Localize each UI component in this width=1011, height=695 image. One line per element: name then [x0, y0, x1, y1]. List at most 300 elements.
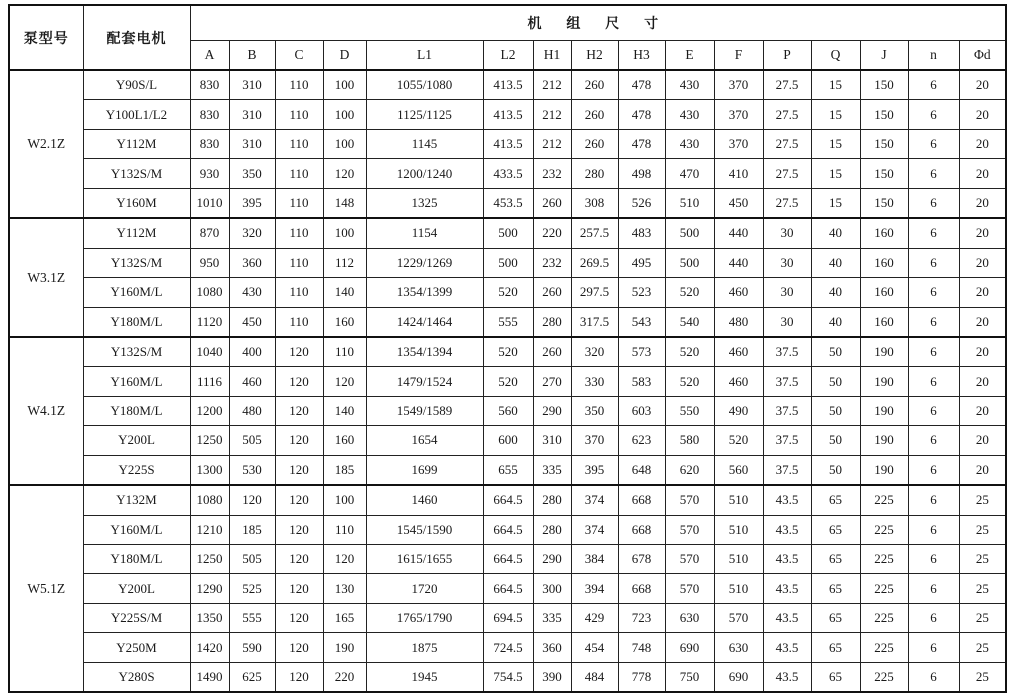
column-header: Φd	[959, 41, 1006, 71]
dimension-cell: 6	[908, 159, 959, 188]
dimension-cell: 50	[811, 337, 860, 367]
dimension-table-container	[8, 4, 1005, 690]
dimension-cell: 160	[323, 307, 366, 337]
dimension-cell: 37.5	[763, 337, 811, 367]
dimension-cell: 110	[275, 248, 323, 277]
dimension-cell: 27.5	[763, 100, 811, 129]
dimension-cell: 394	[571, 574, 618, 603]
table-row	[9, 218, 1006, 248]
dimension-cell: 330	[571, 367, 618, 396]
dimension-cell: 190	[860, 367, 908, 396]
dimension-cell: 484	[571, 662, 618, 692]
dimension-cell: 1250	[190, 426, 229, 455]
dimension-cell: 6	[908, 218, 959, 248]
dimension-cell: 30	[763, 307, 811, 337]
dimension-cell: 543	[618, 307, 665, 337]
dimension-cell: 190	[860, 337, 908, 367]
dimension-cell: 150	[860, 100, 908, 129]
dimension-cell: 523	[618, 278, 665, 307]
dimension-cell: 510	[714, 545, 763, 574]
dimension-cell: 413.5	[483, 129, 533, 158]
dimension-cell: 43.5	[763, 485, 811, 515]
dimension-cell: 110	[275, 70, 323, 100]
dimension-cell: 30	[763, 248, 811, 277]
dimension-cell: 478	[618, 129, 665, 158]
table-body	[9, 70, 1006, 692]
dimension-cell: 430	[229, 278, 275, 307]
dimension-cell: 65	[811, 515, 860, 544]
dimension-cell: 505	[229, 426, 275, 455]
dimension-cell: 390	[533, 662, 571, 692]
dimension-cell: 500	[665, 248, 714, 277]
dimension-cell: 480	[714, 307, 763, 337]
dimension-cell: 1250	[190, 545, 229, 574]
dimension-cell: 20	[959, 248, 1006, 277]
dimension-cell: 220	[533, 218, 571, 248]
dimension-cell: 40	[811, 307, 860, 337]
dimension-cell: 1300	[190, 455, 229, 485]
pump-model-header: 泵型号	[9, 5, 83, 70]
dimension-cell: 40	[811, 248, 860, 277]
dimension-cell: 15	[811, 159, 860, 188]
dimension-cell: 510	[714, 515, 763, 544]
dimension-cell: 1154	[366, 218, 483, 248]
dimension-cell: 495	[618, 248, 665, 277]
dimension-cell: 212	[533, 100, 571, 129]
dimension-cell: 20	[959, 129, 1006, 158]
dimension-cell: 280	[533, 485, 571, 515]
dimension-cell: 6	[908, 545, 959, 574]
dimension-cell: 110	[275, 159, 323, 188]
table-row	[9, 633, 1006, 662]
dimension-cell: 297.5	[571, 278, 618, 307]
dimension-cell: 648	[618, 455, 665, 485]
dimension-cell: 664.5	[483, 545, 533, 574]
dimension-cell: 20	[959, 218, 1006, 248]
dimension-cell: 25	[959, 515, 1006, 544]
dimension-cell: 148	[323, 188, 366, 218]
motor-cell: Y225S/M	[83, 603, 190, 632]
table-row	[9, 455, 1006, 485]
dimension-cell: 225	[860, 485, 908, 515]
table-row	[9, 188, 1006, 218]
column-header: E	[665, 41, 714, 71]
pump-model-cell: W4.1Z	[9, 337, 83, 485]
dimension-cell: 754.5	[483, 662, 533, 692]
dimension-cell: 510	[714, 574, 763, 603]
dimension-cell: 930	[190, 159, 229, 188]
motor-cell: Y132S/M	[83, 248, 190, 277]
dimension-cell: 1354/1394	[366, 337, 483, 367]
table-row	[9, 248, 1006, 277]
dimension-cell: 350	[229, 159, 275, 188]
table-row	[9, 396, 1006, 425]
dimension-cell: 232	[533, 159, 571, 188]
dimension-cell: 500	[483, 248, 533, 277]
dimension-cell: 212	[533, 129, 571, 158]
dimension-cell: 460	[714, 278, 763, 307]
table-row	[9, 307, 1006, 337]
dimension-cell: 520	[483, 367, 533, 396]
dimension-cell: 620	[665, 455, 714, 485]
dimension-cell: 6	[908, 307, 959, 337]
dimension-cell: 623	[618, 426, 665, 455]
dimension-cell: 20	[959, 426, 1006, 455]
dimension-cell: 400	[229, 337, 275, 367]
dimension-cell: 500	[483, 218, 533, 248]
dimension-cell: 430	[665, 70, 714, 100]
dimension-cell: 1460	[366, 485, 483, 515]
dimension-cell: 30	[763, 278, 811, 307]
column-header: A	[190, 41, 229, 71]
dimension-cell: 1549/1589	[366, 396, 483, 425]
dimension-cell: 1699	[366, 455, 483, 485]
table-row	[9, 574, 1006, 603]
dimension-cell: 560	[714, 455, 763, 485]
dimension-cell: 140	[323, 278, 366, 307]
dimension-cell: 1490	[190, 662, 229, 692]
dimension-cell: 520	[483, 337, 533, 367]
dimension-cell: 120	[275, 662, 323, 692]
dimension-cell: 1200	[190, 396, 229, 425]
dimension-cell: 370	[714, 129, 763, 158]
dimension-cell: 526	[618, 188, 665, 218]
column-header: D	[323, 41, 366, 71]
dimension-cell: 280	[571, 159, 618, 188]
dimension-cell: 310	[229, 100, 275, 129]
dimension-cell: 43.5	[763, 545, 811, 574]
dimension-cell: 43.5	[763, 662, 811, 692]
dimension-cell: 160	[860, 248, 908, 277]
dimension-cell: 160	[860, 307, 908, 337]
column-header: Q	[811, 41, 860, 71]
dimension-cell: 212	[533, 70, 571, 100]
column-header: F	[714, 41, 763, 71]
dimension-cell: 450	[714, 188, 763, 218]
motor-cell: Y132M	[83, 485, 190, 515]
dimension-cell: 460	[229, 367, 275, 396]
dimension-cell: 830	[190, 70, 229, 100]
dimension-cell: 1765/1790	[366, 603, 483, 632]
dimension-cell: 374	[571, 485, 618, 515]
dimension-cell: 6	[908, 188, 959, 218]
dimension-cell: 120	[275, 633, 323, 662]
motor-cell: Y100L1/L2	[83, 100, 190, 129]
dimension-cell: 453.5	[483, 188, 533, 218]
dimension-cell: 664.5	[483, 515, 533, 544]
dimension-cell: 190	[323, 633, 366, 662]
dimension-cell: 15	[811, 188, 860, 218]
motor-cell: Y132S/M	[83, 337, 190, 367]
dimension-cell: 6	[908, 485, 959, 515]
dimension-cell: 1125/1125	[366, 100, 483, 129]
dimension-cell: 6	[908, 515, 959, 544]
dimension-cell: 120	[275, 545, 323, 574]
dimension-cell: 520	[665, 278, 714, 307]
dimension-cell: 260	[571, 129, 618, 158]
motor-cell: Y90S/L	[83, 70, 190, 100]
table-row	[9, 545, 1006, 574]
dimension-cell: 310	[229, 70, 275, 100]
dimension-cell: 100	[323, 100, 366, 129]
dimension-cell: 25	[959, 633, 1006, 662]
dimension-cell: 830	[190, 129, 229, 158]
dimension-cell: 6	[908, 662, 959, 692]
dimension-cell: 110	[275, 188, 323, 218]
dimension-cell: 165	[323, 603, 366, 632]
dimension-cell: 1479/1524	[366, 367, 483, 396]
dimension-cell: 668	[618, 515, 665, 544]
dimension-cell: 540	[665, 307, 714, 337]
dimension-cell: 1325	[366, 188, 483, 218]
table-row	[9, 603, 1006, 632]
dimension-cell: 510	[714, 485, 763, 515]
dimension-cell: 120	[229, 485, 275, 515]
dimension-cell: 550	[665, 396, 714, 425]
column-header: B	[229, 41, 275, 71]
dimension-cell: 120	[323, 545, 366, 574]
motor-cell: Y160M	[83, 188, 190, 218]
dimension-cell: 190	[860, 455, 908, 485]
motor-cell: Y200L	[83, 574, 190, 603]
dimension-cell: 433.5	[483, 159, 533, 188]
dimension-cell: 520	[714, 426, 763, 455]
dimension-cell: 480	[229, 396, 275, 425]
dimension-cell: 1875	[366, 633, 483, 662]
dimension-cell: 6	[908, 70, 959, 100]
dimension-cell: 25	[959, 485, 1006, 515]
motor-cell: Y132S/M	[83, 159, 190, 188]
dimension-cell: 27.5	[763, 129, 811, 158]
dimension-cell: 1116	[190, 367, 229, 396]
dimension-cell: 290	[533, 545, 571, 574]
dimension-cell: 723	[618, 603, 665, 632]
dimension-cell: 440	[714, 218, 763, 248]
dimension-cell: 310	[229, 129, 275, 158]
dimension-cell: 317.5	[571, 307, 618, 337]
dimension-cell: 150	[860, 188, 908, 218]
dimension-cell: 478	[618, 70, 665, 100]
dimension-cell: 112	[323, 248, 366, 277]
dimension-cell: 520	[665, 337, 714, 367]
dimension-cell: 20	[959, 278, 1006, 307]
dimension-cell: 269.5	[571, 248, 618, 277]
dimension-cell: 1354/1399	[366, 278, 483, 307]
dimension-cell: 100	[323, 218, 366, 248]
dimension-cell: 778	[618, 662, 665, 692]
pump-model-cell: W3.1Z	[9, 218, 83, 337]
table-row	[9, 367, 1006, 396]
dimension-cell: 694.5	[483, 603, 533, 632]
dimension-cell: 65	[811, 662, 860, 692]
dimension-cell: 270	[533, 367, 571, 396]
dimension-cell: 225	[860, 633, 908, 662]
dimension-cell: 630	[714, 633, 763, 662]
dimension-cell: 37.5	[763, 455, 811, 485]
dimension-cell: 690	[714, 662, 763, 692]
dimension-cell: 260	[571, 100, 618, 129]
dimension-cell: 510	[665, 188, 714, 218]
table-row	[9, 662, 1006, 692]
unit-dimensions-header: 机 组 尺 寸	[190, 5, 1006, 41]
table-row	[9, 278, 1006, 307]
dimension-cell: 6	[908, 603, 959, 632]
dimension-cell: 430	[665, 100, 714, 129]
dimension-cell: 100	[323, 485, 366, 515]
dimension-cell: 50	[811, 426, 860, 455]
dimension-cell: 6	[908, 248, 959, 277]
dimension-cell: 110	[323, 515, 366, 544]
dimension-cell: 308	[571, 188, 618, 218]
dimension-cell: 20	[959, 188, 1006, 218]
dimension-cell: 374	[571, 515, 618, 544]
pump-model-cell: W5.1Z	[9, 485, 83, 692]
dimension-cell: 440	[714, 248, 763, 277]
dimension-cell: 603	[618, 396, 665, 425]
column-header: H3	[618, 41, 665, 71]
dimension-cell: 6	[908, 455, 959, 485]
dimension-cell: 520	[665, 367, 714, 396]
dimension-cell: 43.5	[763, 574, 811, 603]
column-header: C	[275, 41, 323, 71]
dimension-cell: 413.5	[483, 100, 533, 129]
dimension-cell: 260	[571, 70, 618, 100]
table-row	[9, 159, 1006, 188]
dimension-cell: 429	[571, 603, 618, 632]
dimension-cell: 20	[959, 337, 1006, 367]
dimension-cell: 630	[665, 603, 714, 632]
dimension-cell: 570	[665, 545, 714, 574]
dimension-cell: 664.5	[483, 485, 533, 515]
dimension-cell: 410	[714, 159, 763, 188]
dimension-cell: 160	[860, 278, 908, 307]
dimension-cell: 257.5	[571, 218, 618, 248]
dimension-cell: 225	[860, 545, 908, 574]
dimension-cell: 384	[571, 545, 618, 574]
dimension-cell: 625	[229, 662, 275, 692]
dimension-cell: 150	[860, 129, 908, 158]
dimension-cell: 20	[959, 307, 1006, 337]
dimension-cell: 50	[811, 455, 860, 485]
dimension-cell: 25	[959, 603, 1006, 632]
dimension-cell: 190	[860, 426, 908, 455]
dimension-cell: 830	[190, 100, 229, 129]
dimension-cell: 350	[571, 396, 618, 425]
column-header: H1	[533, 41, 571, 71]
dimension-cell: 220	[323, 662, 366, 692]
dimension-cell: 110	[275, 307, 323, 337]
dimension-cell: 583	[618, 367, 665, 396]
dimension-cell: 160	[323, 426, 366, 455]
dimension-cell: 6	[908, 100, 959, 129]
dimension-cell: 490	[714, 396, 763, 425]
dimension-cell: 1055/1080	[366, 70, 483, 100]
dimension-cell: 50	[811, 396, 860, 425]
dimension-cell: 120	[323, 367, 366, 396]
dimension-cell: 454	[571, 633, 618, 662]
motor-cell: Y225S	[83, 455, 190, 485]
dimension-cell: 27.5	[763, 159, 811, 188]
dimension-cell: 65	[811, 485, 860, 515]
dimension-cell: 370	[571, 426, 618, 455]
dimension-cell: 335	[533, 455, 571, 485]
dimension-cell: 20	[959, 100, 1006, 129]
dimension-cell: 570	[714, 603, 763, 632]
pump-model-cell: W2.1Z	[9, 70, 83, 218]
column-header: P	[763, 41, 811, 71]
dimension-cell: 555	[229, 603, 275, 632]
dimension-cell: 50	[811, 367, 860, 396]
motor-cell: Y180M/L	[83, 307, 190, 337]
dimension-cell: 40	[811, 218, 860, 248]
dimension-cell: 15	[811, 129, 860, 158]
dimension-cell: 15	[811, 100, 860, 129]
dimension-cell: 470	[665, 159, 714, 188]
dimension-cell: 1120	[190, 307, 229, 337]
motor-header: 配套电机	[83, 5, 190, 70]
dimension-cell: 320	[571, 337, 618, 367]
dimension-cell: 560	[483, 396, 533, 425]
dimension-cell: 25	[959, 545, 1006, 574]
dimension-cell: 37.5	[763, 426, 811, 455]
dimension-cell: 120	[275, 485, 323, 515]
dimension-cell: 395	[229, 188, 275, 218]
dimension-cell: 1010	[190, 188, 229, 218]
dimension-cell: 20	[959, 70, 1006, 100]
column-header: L2	[483, 41, 533, 71]
table-row	[9, 100, 1006, 129]
dimension-cell: 555	[483, 307, 533, 337]
dimension-cell: 530	[229, 455, 275, 485]
dimension-cell: 65	[811, 574, 860, 603]
dimension-cell: 150	[860, 70, 908, 100]
dimension-cell: 950	[190, 248, 229, 277]
dimension-cell: 6	[908, 426, 959, 455]
dimension-cell: 500	[665, 218, 714, 248]
dimension-cell: 668	[618, 574, 665, 603]
dimension-cell: 65	[811, 545, 860, 574]
dimension-cell: 225	[860, 603, 908, 632]
table-row	[9, 337, 1006, 367]
motor-cell: Y280S	[83, 662, 190, 692]
dimension-cell: 6	[908, 337, 959, 367]
dimension-cell: 260	[533, 188, 571, 218]
dimension-cell: 655	[483, 455, 533, 485]
dimension-cell: 1040	[190, 337, 229, 367]
motor-cell: Y160M/L	[83, 515, 190, 544]
motor-cell: Y112M	[83, 129, 190, 158]
dimension-cell: 6	[908, 129, 959, 158]
dimension-cell: 505	[229, 545, 275, 574]
dimension-cell: 1080	[190, 278, 229, 307]
dimension-cell: 27.5	[763, 188, 811, 218]
dimension-cell: 1720	[366, 574, 483, 603]
dimension-cell: 6	[908, 396, 959, 425]
dimension-cell: 25	[959, 662, 1006, 692]
column-header: L1	[366, 41, 483, 71]
table-row	[9, 485, 1006, 515]
dimension-cell: 280	[533, 307, 571, 337]
motor-cell: Y200L	[83, 426, 190, 455]
dimension-cell: 395	[571, 455, 618, 485]
dimension-cell: 1545/1590	[366, 515, 483, 544]
table-row	[9, 426, 1006, 455]
dimension-cell: 310	[533, 426, 571, 455]
motor-cell: Y160M/L	[83, 367, 190, 396]
dimension-cell: 120	[275, 367, 323, 396]
dimension-cell: 478	[618, 100, 665, 129]
column-header: J	[860, 41, 908, 71]
